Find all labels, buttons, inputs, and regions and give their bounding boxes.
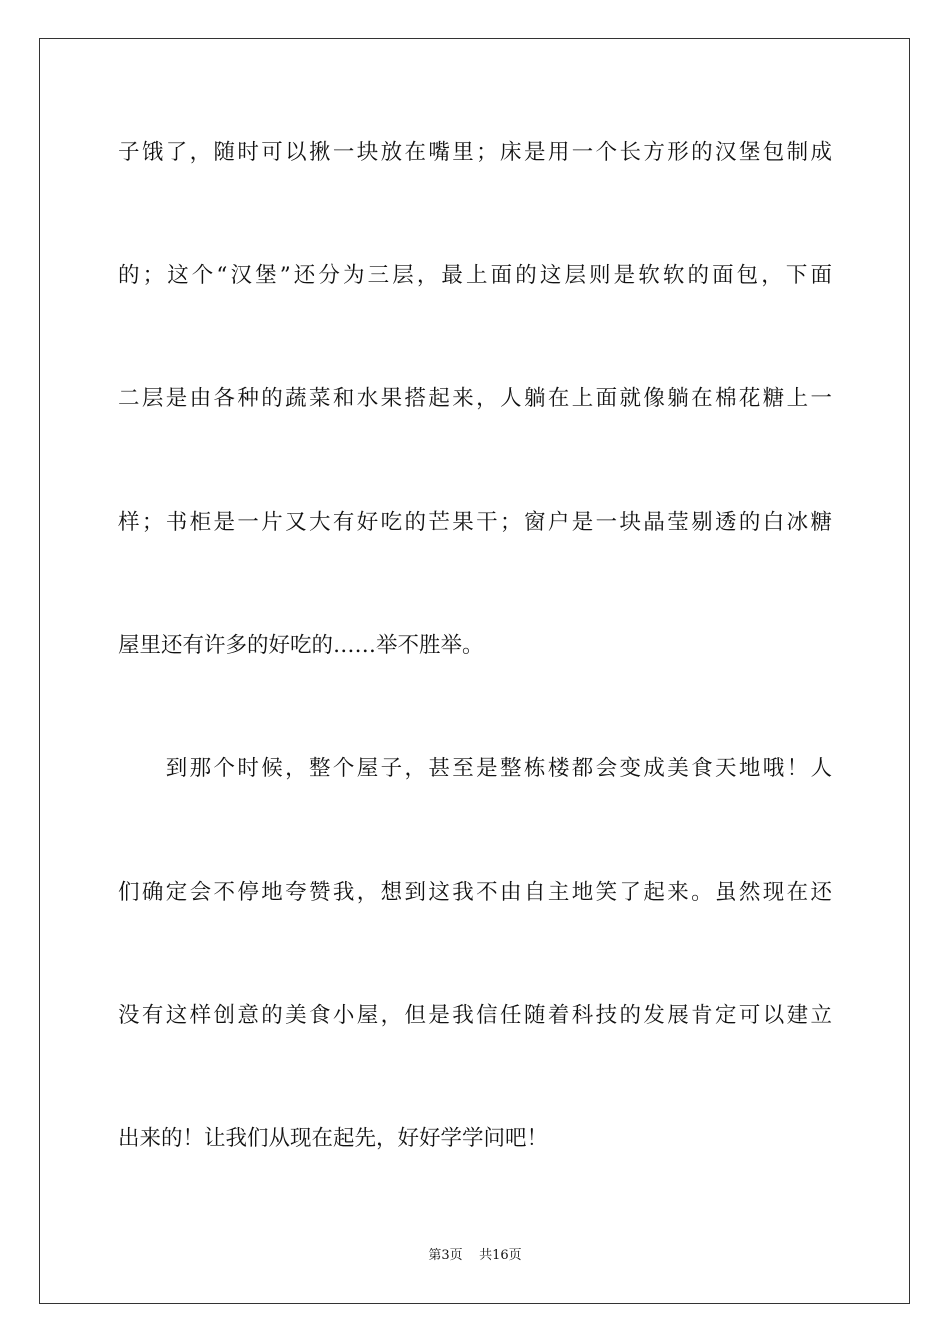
page-border (39, 38, 910, 1304)
body-text-line-9: 出来的！让我们从现在起先，好好学学问吧！ (118, 1126, 549, 1151)
page-footer (0, 1247, 950, 1265)
body-text-line-7: 们确定会不停地夸赞我，想到这我不由自主地笑了起来。虽然现在还 (118, 880, 832, 905)
body-text-line-4: 样；书柜是一片又大有好吃的芒果干；窗户是一块晶莹剔透的白冰糖 (118, 510, 832, 535)
page-total: 共16页 (479, 1248, 522, 1263)
body-text-line-5: 屋里还有许多的好吃的……举不胜举。 (118, 633, 484, 658)
body-text-line-2: 的；这个“汉堡”还分为三层，最上面的这层则是软软的面包，下面 (118, 263, 832, 288)
body-text-line-1: 子饿了，随时可以揪一块放在嘴里；床是用一个长方形的汉堡包制成 (118, 140, 832, 165)
body-text-line-3: 二层是由各种的蔬菜和水果搭起来，人躺在上面就像躺在棉花糖上一 (118, 386, 832, 411)
body-text-line-6: 到那个时候，整个屋子，甚至是整栋楼都会变成美食天地哦！人 (118, 756, 832, 781)
page-number: 第3页 (428, 1248, 463, 1263)
body-text-line-8: 没有这样创意的美食小屋，但是我信任随着科技的发展肯定可以建立 (118, 1003, 832, 1028)
